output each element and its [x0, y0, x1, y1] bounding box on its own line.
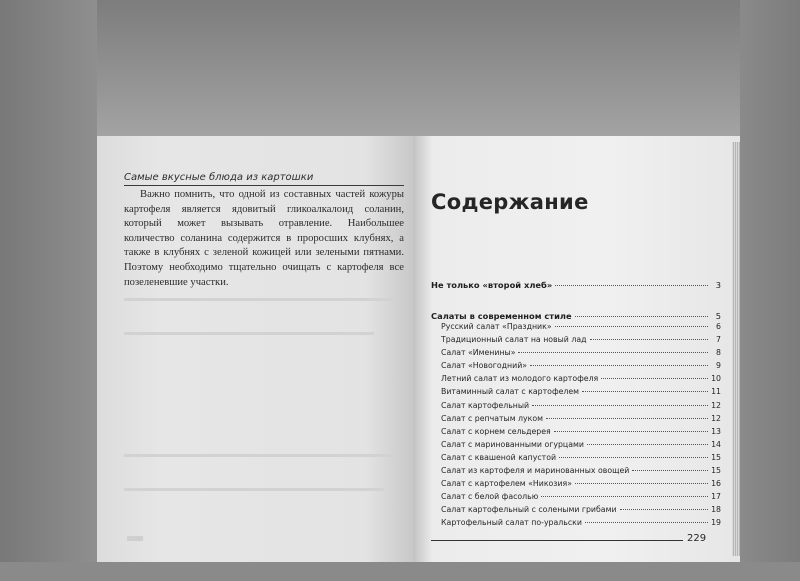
- toc-item-label: Салат с белой фасолью: [441, 492, 539, 502]
- toc-leader: [620, 509, 708, 510]
- toc-item: [441, 466, 721, 479]
- toc-item-label: Русский салат «Праздник»: [441, 322, 552, 331]
- toc-item: [441, 505, 721, 518]
- toc-item-label: Картофельный салат по-уральски: [441, 518, 582, 528]
- scanner-background-right: [740, 0, 800, 581]
- toc-item: [441, 440, 721, 453]
- toc-leader: [587, 444, 708, 445]
- toc-leader: [530, 365, 708, 366]
- toc-item-label: Салат картофельный: [441, 400, 530, 410]
- toc-page: 17: [711, 492, 721, 502]
- toc-leader: [518, 352, 708, 353]
- toc-item-label: Салат с маринованными огурцами: [441, 439, 584, 449]
- toc-leader: [546, 418, 708, 419]
- toc-item-label: Салат с корнем сельдерея: [441, 426, 551, 436]
- toc-page: 18: [711, 505, 721, 515]
- toc-page: 15: [711, 466, 721, 476]
- toc-leader: [582, 391, 708, 392]
- toc-item-label: Салат с квашеной капустой: [441, 452, 557, 462]
- toc-leader: [554, 431, 708, 432]
- toc-item-label: Салат из картофеля и маринованных овощей: [441, 466, 630, 476]
- toc-title: Содержание: [431, 190, 589, 214]
- left-page: [97, 136, 413, 562]
- footer-rule: [431, 540, 683, 541]
- toc-leader: [601, 378, 708, 379]
- toc-section: [431, 280, 721, 290]
- scanner-background-bottom: [0, 562, 800, 581]
- toc-page: 9: [716, 361, 721, 371]
- toc-leader: [532, 405, 708, 406]
- toc-item: [441, 335, 721, 348]
- toc-page: 6: [716, 322, 721, 331]
- toc-list: [441, 322, 721, 532]
- toc-page: 8: [716, 348, 721, 358]
- toc-page: 15: [711, 452, 721, 462]
- toc-page: 12: [711, 400, 721, 410]
- toc-page: 3: [715, 280, 721, 290]
- toc-leader: [555, 326, 708, 327]
- page-number: 229: [687, 533, 707, 544]
- toc-item-label: Витаминный салат с картофелем: [441, 387, 580, 397]
- show-through-line: [124, 454, 394, 457]
- page-edges: [732, 142, 740, 556]
- toc-leader: [555, 285, 708, 286]
- toc-leader: [575, 483, 708, 484]
- toc-item-label: Салат картофельный с солеными грибами: [441, 505, 617, 515]
- show-through-line: [124, 332, 374, 335]
- toc-page: 13: [711, 426, 721, 436]
- toc-item-label: Летний салат из молодого картофеля: [441, 374, 599, 384]
- toc-section: [431, 311, 721, 321]
- toc-page: 7: [716, 335, 721, 345]
- toc-page: 5: [715, 311, 721, 321]
- toc-page: 12: [711, 413, 721, 423]
- show-through-page-number: [127, 536, 143, 541]
- toc-item-label: Салат «Новогодний»: [441, 361, 528, 371]
- toc-item: [441, 361, 721, 374]
- toc-page: 14: [711, 439, 721, 449]
- toc-page: 10: [711, 374, 721, 384]
- toc-leader: [585, 522, 708, 523]
- toc-item: [441, 427, 721, 440]
- toc-item: [441, 387, 721, 400]
- toc-item: [441, 374, 721, 387]
- toc-item-label: Салат с репчатым луком: [441, 413, 544, 423]
- toc-item: [441, 479, 721, 492]
- right-page: [413, 136, 740, 562]
- show-through-line: [124, 488, 384, 491]
- toc-leader: [559, 457, 708, 458]
- toc-item: [441, 414, 721, 427]
- show-through-line: [124, 298, 394, 301]
- toc-leader: [541, 496, 708, 497]
- toc-leader: [590, 339, 708, 340]
- toc-leader: [575, 316, 708, 317]
- toc-item: [441, 401, 721, 414]
- toc-item: [441, 322, 721, 335]
- toc-item: [441, 492, 721, 505]
- toc-page: 16: [711, 479, 721, 489]
- toc-item: [441, 348, 721, 361]
- toc-item: [441, 518, 721, 531]
- body-paragraph: Важно помнить, что одной из составных частей кожуры картофеля является ядовитый гликоалкалоид соланин, который может вызывать отравление. Наибольшее количество соланина содержится в проросших клубнях, а также в клубнях с зеленой кожицей или зелеными пятнами. Поэтому необходимо тщательно очищать с картофеля все позеленевшие участки.: [124, 189, 404, 288]
- toc-section-label: Не только «второй хлеб»: [431, 280, 553, 290]
- toc-item-label: Салат «Именины»: [441, 348, 516, 358]
- toc-page: 19: [711, 518, 721, 528]
- toc-page: 11: [711, 387, 721, 397]
- running-header: Самые вкусные блюда из картошки: [124, 172, 404, 186]
- toc-item: [441, 453, 721, 466]
- scanner-background-left: [0, 0, 97, 581]
- toc-item-label: Традиционный салат на новый лад: [441, 335, 587, 345]
- toc-section-label: Салаты в современном стиле: [431, 311, 572, 321]
- scanner-background-top: [0, 0, 800, 136]
- toc-item-label: Салат с картофелем «Никозия»: [441, 479, 572, 489]
- toc-leader: [632, 470, 708, 471]
